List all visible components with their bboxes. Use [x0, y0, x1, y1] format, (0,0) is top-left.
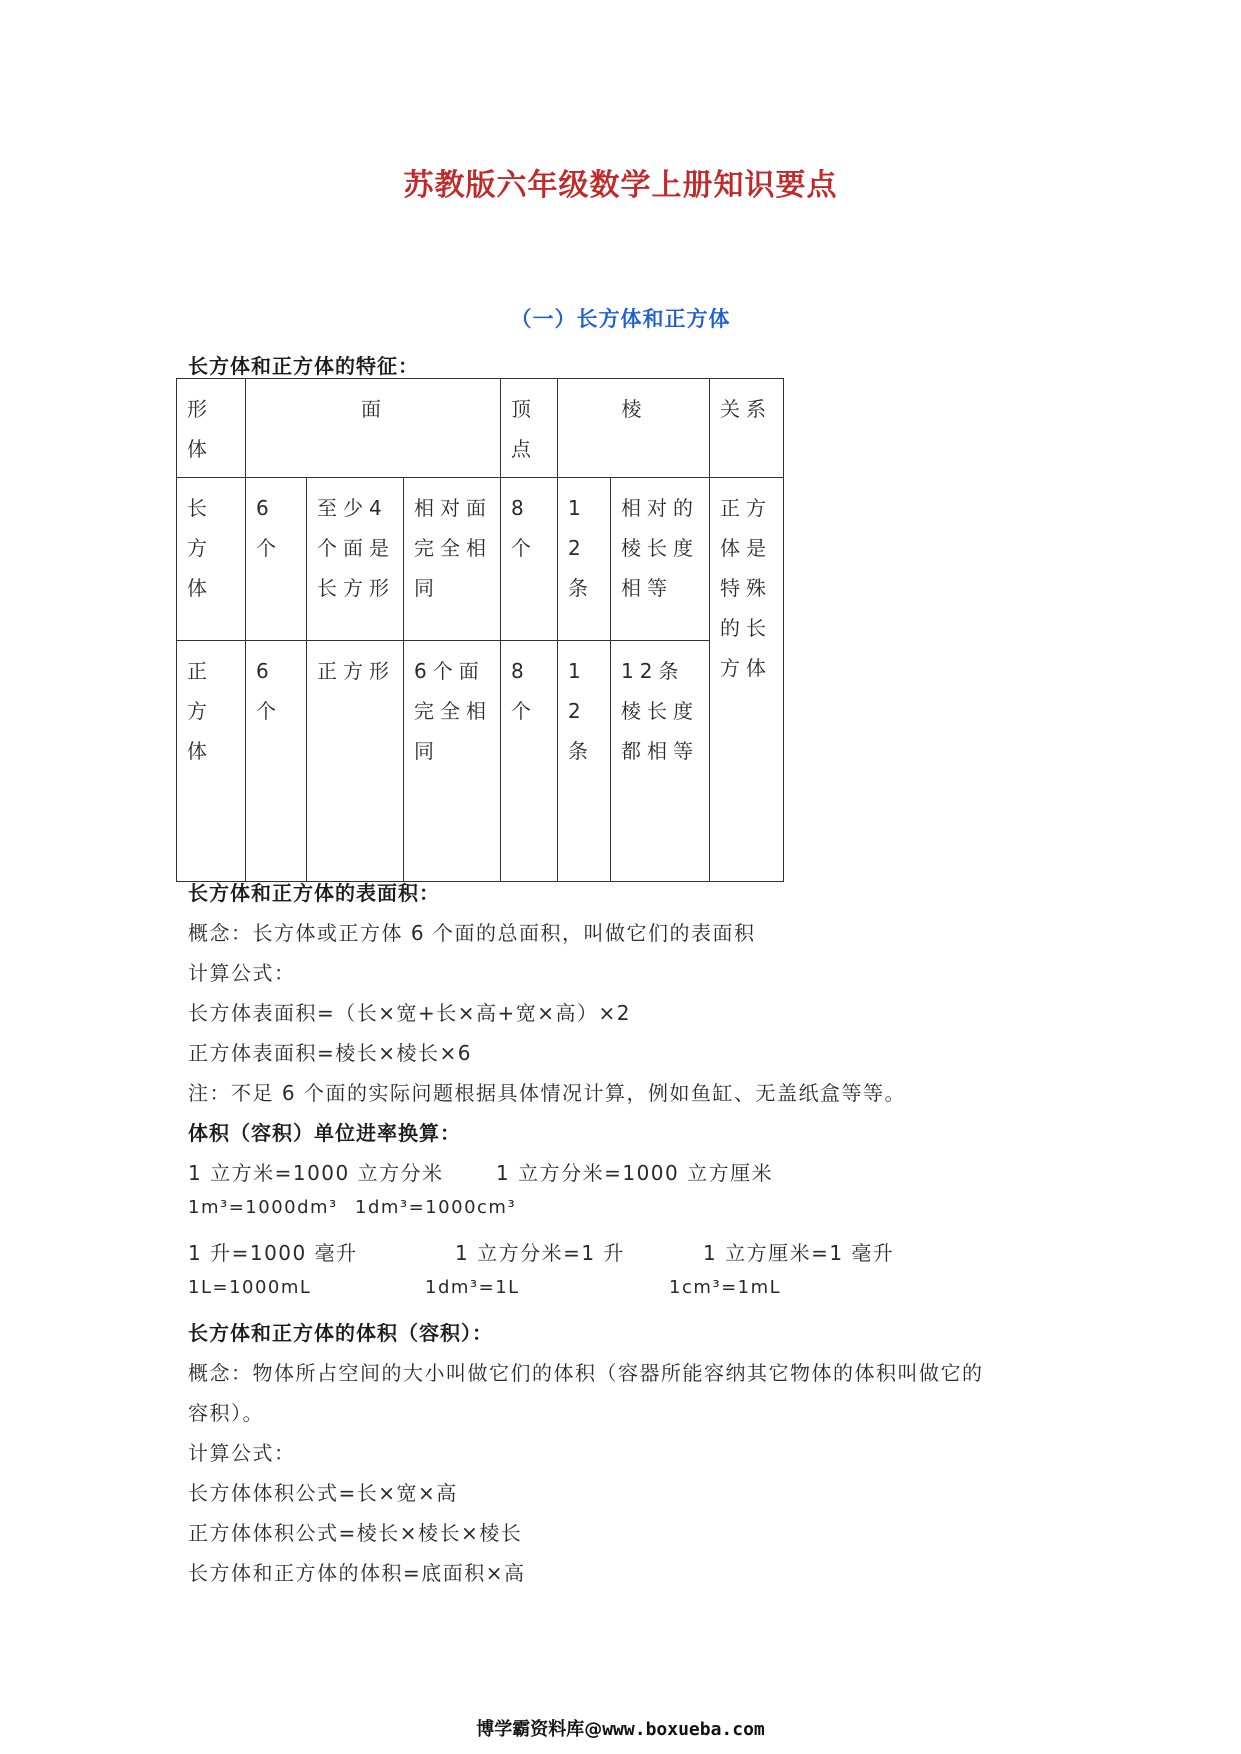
- document-title: 苏教版六年级数学上册知识要点: [403, 168, 838, 203]
- table-row: [177, 478, 784, 641]
- unit-conversion: 1 升=1000 毫升: [188, 1241, 358, 1265]
- unit-conversion: 1 立方厘米=1 毫升: [703, 1241, 895, 1265]
- volume-formula-label: 计算公式：: [188, 1441, 296, 1465]
- header-relation: 关系: [710, 379, 784, 478]
- units-heading: 体积（容积）单位进率换算：: [188, 1121, 461, 1145]
- cell-face-count: 6个: [246, 641, 307, 882]
- volume-cube-formula: 正方体体积公式=棱长×棱长×棱长: [188, 1521, 523, 1545]
- cell-face-shape: 正方形: [307, 641, 404, 882]
- section-title: （一）长方体和正方体: [510, 307, 731, 331]
- cell-edge-count: 12条: [558, 478, 611, 641]
- cell-face-relation: 相对面完全相同: [404, 478, 501, 641]
- volume-heading: 长方体和正方体的体积（容积）：: [188, 1321, 493, 1345]
- unit-conversion: 1dm³=1L: [425, 1277, 520, 1298]
- cell-edge-count: 12条: [558, 641, 611, 882]
- header-shape: 形体: [177, 379, 246, 478]
- features-table: [176, 378, 784, 882]
- volume-general-formula: 长方体和正方体的体积=底面积×高: [188, 1561, 526, 1585]
- cell-relation: 正方体是特殊的长方体: [710, 478, 784, 882]
- surface-concept: 概念：长方体或正方体 6 个面的总面积，叫做它们的表面积: [188, 921, 756, 945]
- cell-vertex: 8个: [501, 478, 558, 641]
- header-face: 面: [246, 379, 501, 478]
- unit-conversion: 1 立方分米=1000 立方厘米: [496, 1161, 774, 1185]
- cell-vertex: 8个: [501, 641, 558, 882]
- volume-concept-line-1: 概念：物体所占空间的大小叫做它们的体积（容器所能容纳其它物体的体积叫做它的: [188, 1361, 984, 1385]
- cell-shape: 正方体: [177, 641, 246, 882]
- features-heading: 长方体和正方体的特征：: [188, 354, 419, 378]
- volume-cuboid-formula: 长方体体积公式=长×宽×高: [188, 1481, 458, 1505]
- footer-site-name: 博学霸资料库@: [476, 1719, 603, 1740]
- surface-cube-formula: 正方体表面积=棱长×棱长×6: [188, 1041, 472, 1065]
- unit-conversion: 1cm³=1mL: [669, 1277, 782, 1298]
- table-row: [177, 641, 784, 882]
- cell-face-count: 6个: [246, 478, 307, 641]
- footer-url[interactable]: www.boxueba.com: [602, 1719, 765, 1740]
- unit-conversion: 1 立方米=1000 立方分米: [188, 1161, 444, 1185]
- cell-edge-relation: 相对的棱长度相等: [611, 478, 710, 641]
- header-vertex: 顶点: [501, 379, 558, 478]
- cell-face-shape: 至少4个面是长方形: [307, 478, 404, 641]
- surface-cuboid-formula: 长方体表面积=（长×宽+长×高+宽×高）×2: [188, 1001, 632, 1025]
- footer: [0, 1715, 1241, 1741]
- table-header-row: [177, 379, 784, 478]
- cell-shape: 长方体: [177, 478, 246, 641]
- header-edge: 棱: [558, 379, 710, 478]
- unit-conversion: 1L=1000mL: [188, 1277, 312, 1298]
- surface-formula-label: 计算公式：: [188, 961, 296, 985]
- surface-note: 注：不足 6 个面的实际问题根据具体情况计算，例如鱼缸、无盖纸盒等等。: [188, 1081, 906, 1105]
- cell-face-relation: 6个面完全相同: [404, 641, 501, 882]
- surface-heading: 长方体和正方体的表面积：: [188, 881, 440, 905]
- unit-conversion: 1m³=1000dm³: [188, 1197, 338, 1218]
- unit-conversion: 1dm³=1000cm³: [355, 1197, 517, 1218]
- unit-conversion: 1 立方分米=1 升: [455, 1241, 625, 1265]
- cell-edge-relation: 12条棱长度都相等: [611, 641, 710, 882]
- volume-concept-line-2: 容积）。: [188, 1401, 264, 1425]
